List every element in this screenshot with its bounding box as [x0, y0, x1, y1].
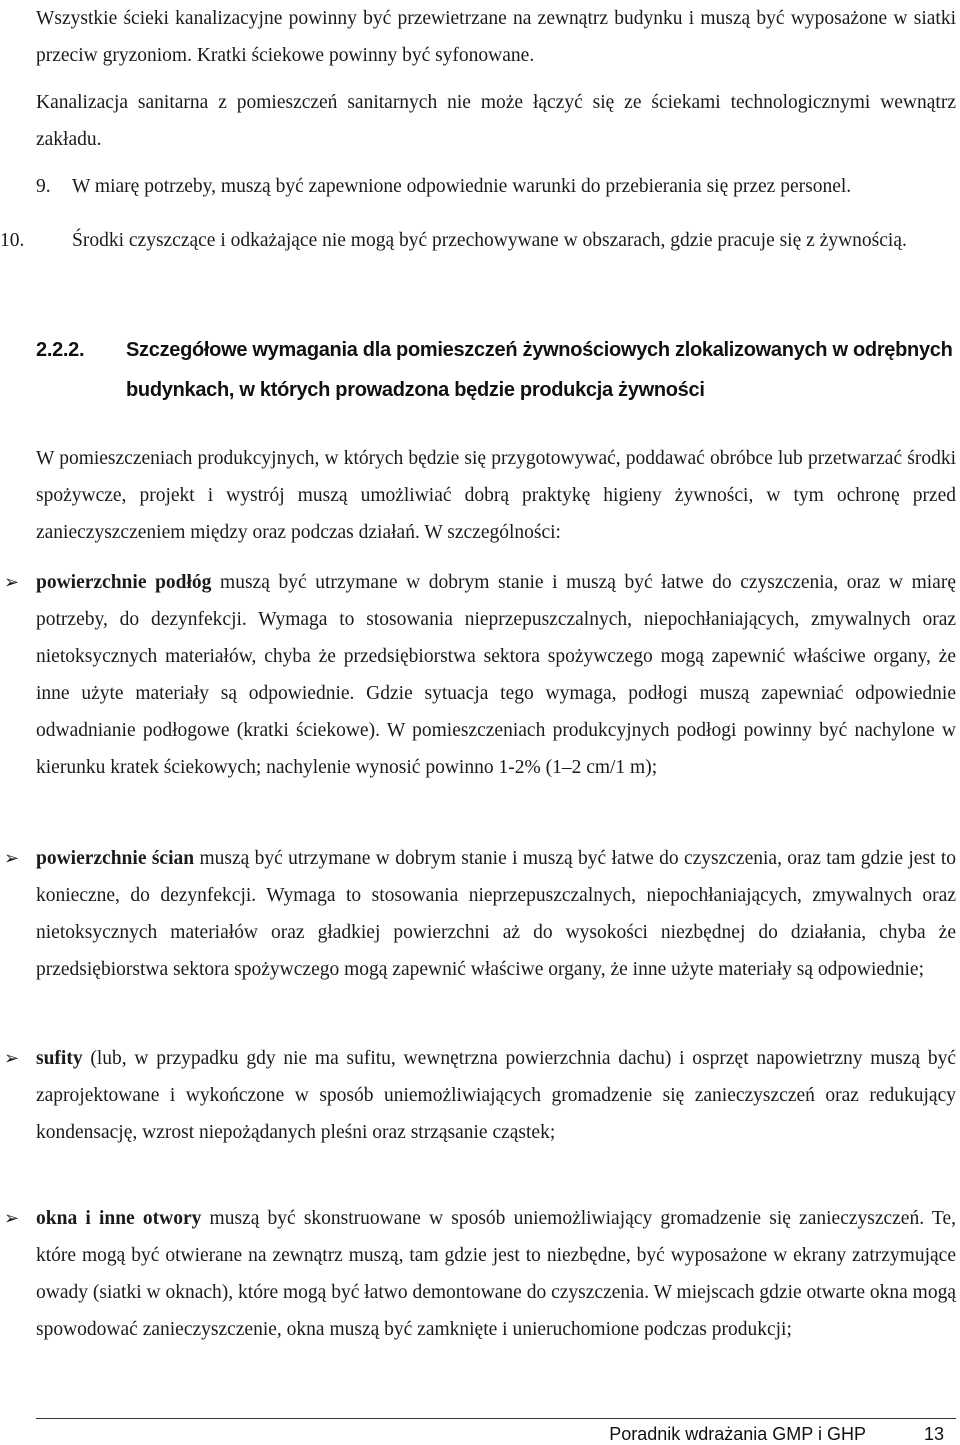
list-item-number: 9.: [36, 176, 51, 197]
footer-title: Poradnik wdrażania GMP i GHP: [609, 1424, 866, 1444]
arrow-bullet-icon: ➢: [4, 1208, 20, 1229]
bullet-text: muszą być skonstruowane w sposób uniemożliwiający gromadzenie się zanieczyszczeń. Te, które mogą być otwierane na zewnątrz muszą, tam gdzie jest to niezbędne, być wyposażone w ekrany zatrzymujące owady (siatki w oknach), które mogą być łatwo demontowane do czyszczenia. W miejscach gdzie otwarte okna mogą spowodować zanieczyszczenie, okna muszą być zamknięte i unieruchomione podczas produkcji;: [36, 1208, 956, 1340]
bullet-term: okna i inne otwory: [36, 1208, 202, 1229]
bullet-item-ceilings: [4, 1040, 956, 1151]
bullet-term: powierzchnie ścian: [36, 848, 195, 869]
list-item-10: [0, 222, 960, 259]
bullet-text: muszą być utrzymane w dobrym stanie i muszą być łatwe do czyszczenia, oraz tam gdzie jest to konieczne, do dezynfekcji. Wymaga to stosowania nieprzepuszczalnych, niepochłaniających, zmywalnych oraz nietoksycznych materiałów oraz gładkiej powierzchni aż do wysokości niezbędnej do działania, chyba że przedsiębiorstwa sektora spożywczego mogą zapewnić właściwe organy, że inne użyte materiały są odpowiednie;: [36, 848, 956, 980]
bullet-term: sufity: [36, 1048, 83, 1069]
page-footer: [36, 1424, 944, 1445]
bullet-text: (lub, w przypadku gdy nie ma sufitu, wewnętrzna powierzchnia dachu) i osprzęt napowietrzny muszą być zaprojektowane i wykończone w sposób uniemożliwiających gromadzenie się zanieczyszczeń oraz redukujący kondensację, wzrost niepożądanych pleśni oraz strząsanie cząstek;: [36, 1048, 956, 1143]
intro-paragraph-2: Kanalizacja sanitarna z pomieszczeń sanitarnych nie może łączyć się ze ściekami technologicznymi wewnątrz zakładu.: [36, 92, 956, 150]
bullet-item-floors: [4, 564, 956, 786]
bullet-item-walls: [4, 840, 956, 988]
bullet-item-windows: [4, 1200, 956, 1348]
list-item-9: [36, 168, 956, 205]
footer-divider: [36, 1418, 956, 1419]
bullet-text: muszą być utrzymane w dobrym stanie i muszą być łatwe do czyszczenia, oraz w miarę potrzeby, do dezynfekcji. Wymaga to stosowania nieprzepuszczalnych, niepochłaniających, zmywalnych oraz nietoksycznych materiałów, chyba że przedsiębiorstwa sektora spożywczego mogą zapewnić właściwe organy, że inne użyte materiały są odpowiednie. Gdzie sytuacja tego wymaga, podłogi muszą zapewniać odpowiednie odwadnianie podłogowe (kratki ściekowe). W pomieszczeniach produkcyjnych podłogi powinny być nachylone w kierunku kratek ściekowych; nachylenie wynosić powinno 1-2% (1–2 cm/1 m);: [36, 572, 956, 778]
list-item-text: Środki czyszczące i odkażające nie mogą być przechowywane w obszarach, gdzie pracuje się z żywnością.: [72, 230, 907, 251]
list-item-text: W miarę potrzeby, muszą być zapewnione odpowiednie warunki do przebierania się przez personel.: [72, 176, 852, 197]
section-number: 2.2.2.: [36, 339, 85, 361]
bullet-term: powierzchnie podłóg: [36, 572, 212, 593]
page-number: 13: [923, 1424, 944, 1444]
body-paragraph: W pomieszczeniach produkcyjnych, w których będzie się przygotowywać, poddawać obróbce lub przetwarzać środki spożywcze, projekt i wystrój muszą umożliwiać dobrą praktykę higieny żywności, w tym ochronę przed zanieczyszczeniem między oraz podczas działań. W szczególności:: [36, 448, 956, 543]
intro-paragraph-1: Wszystkie ścieki kanalizacyjne powinny być przewietrzane na zewnątrz budynku i muszą być wyposażone w siatki przeciw gryzoniom. Kratki ściekowe powinny być syfonowane.: [36, 8, 956, 66]
arrow-bullet-icon: ➢: [4, 1048, 20, 1069]
section-title: Szczegółowe wymagania dla pomieszczeń żywnościowych zlokalizowanych w odrębnych budynkach, w których prowadzona będzie produkcja żywności: [126, 339, 953, 401]
arrow-bullet-icon: ➢: [4, 572, 20, 593]
section-heading: [36, 330, 956, 410]
list-item-number: 10.: [0, 230, 25, 251]
arrow-bullet-icon: ➢: [4, 848, 20, 869]
